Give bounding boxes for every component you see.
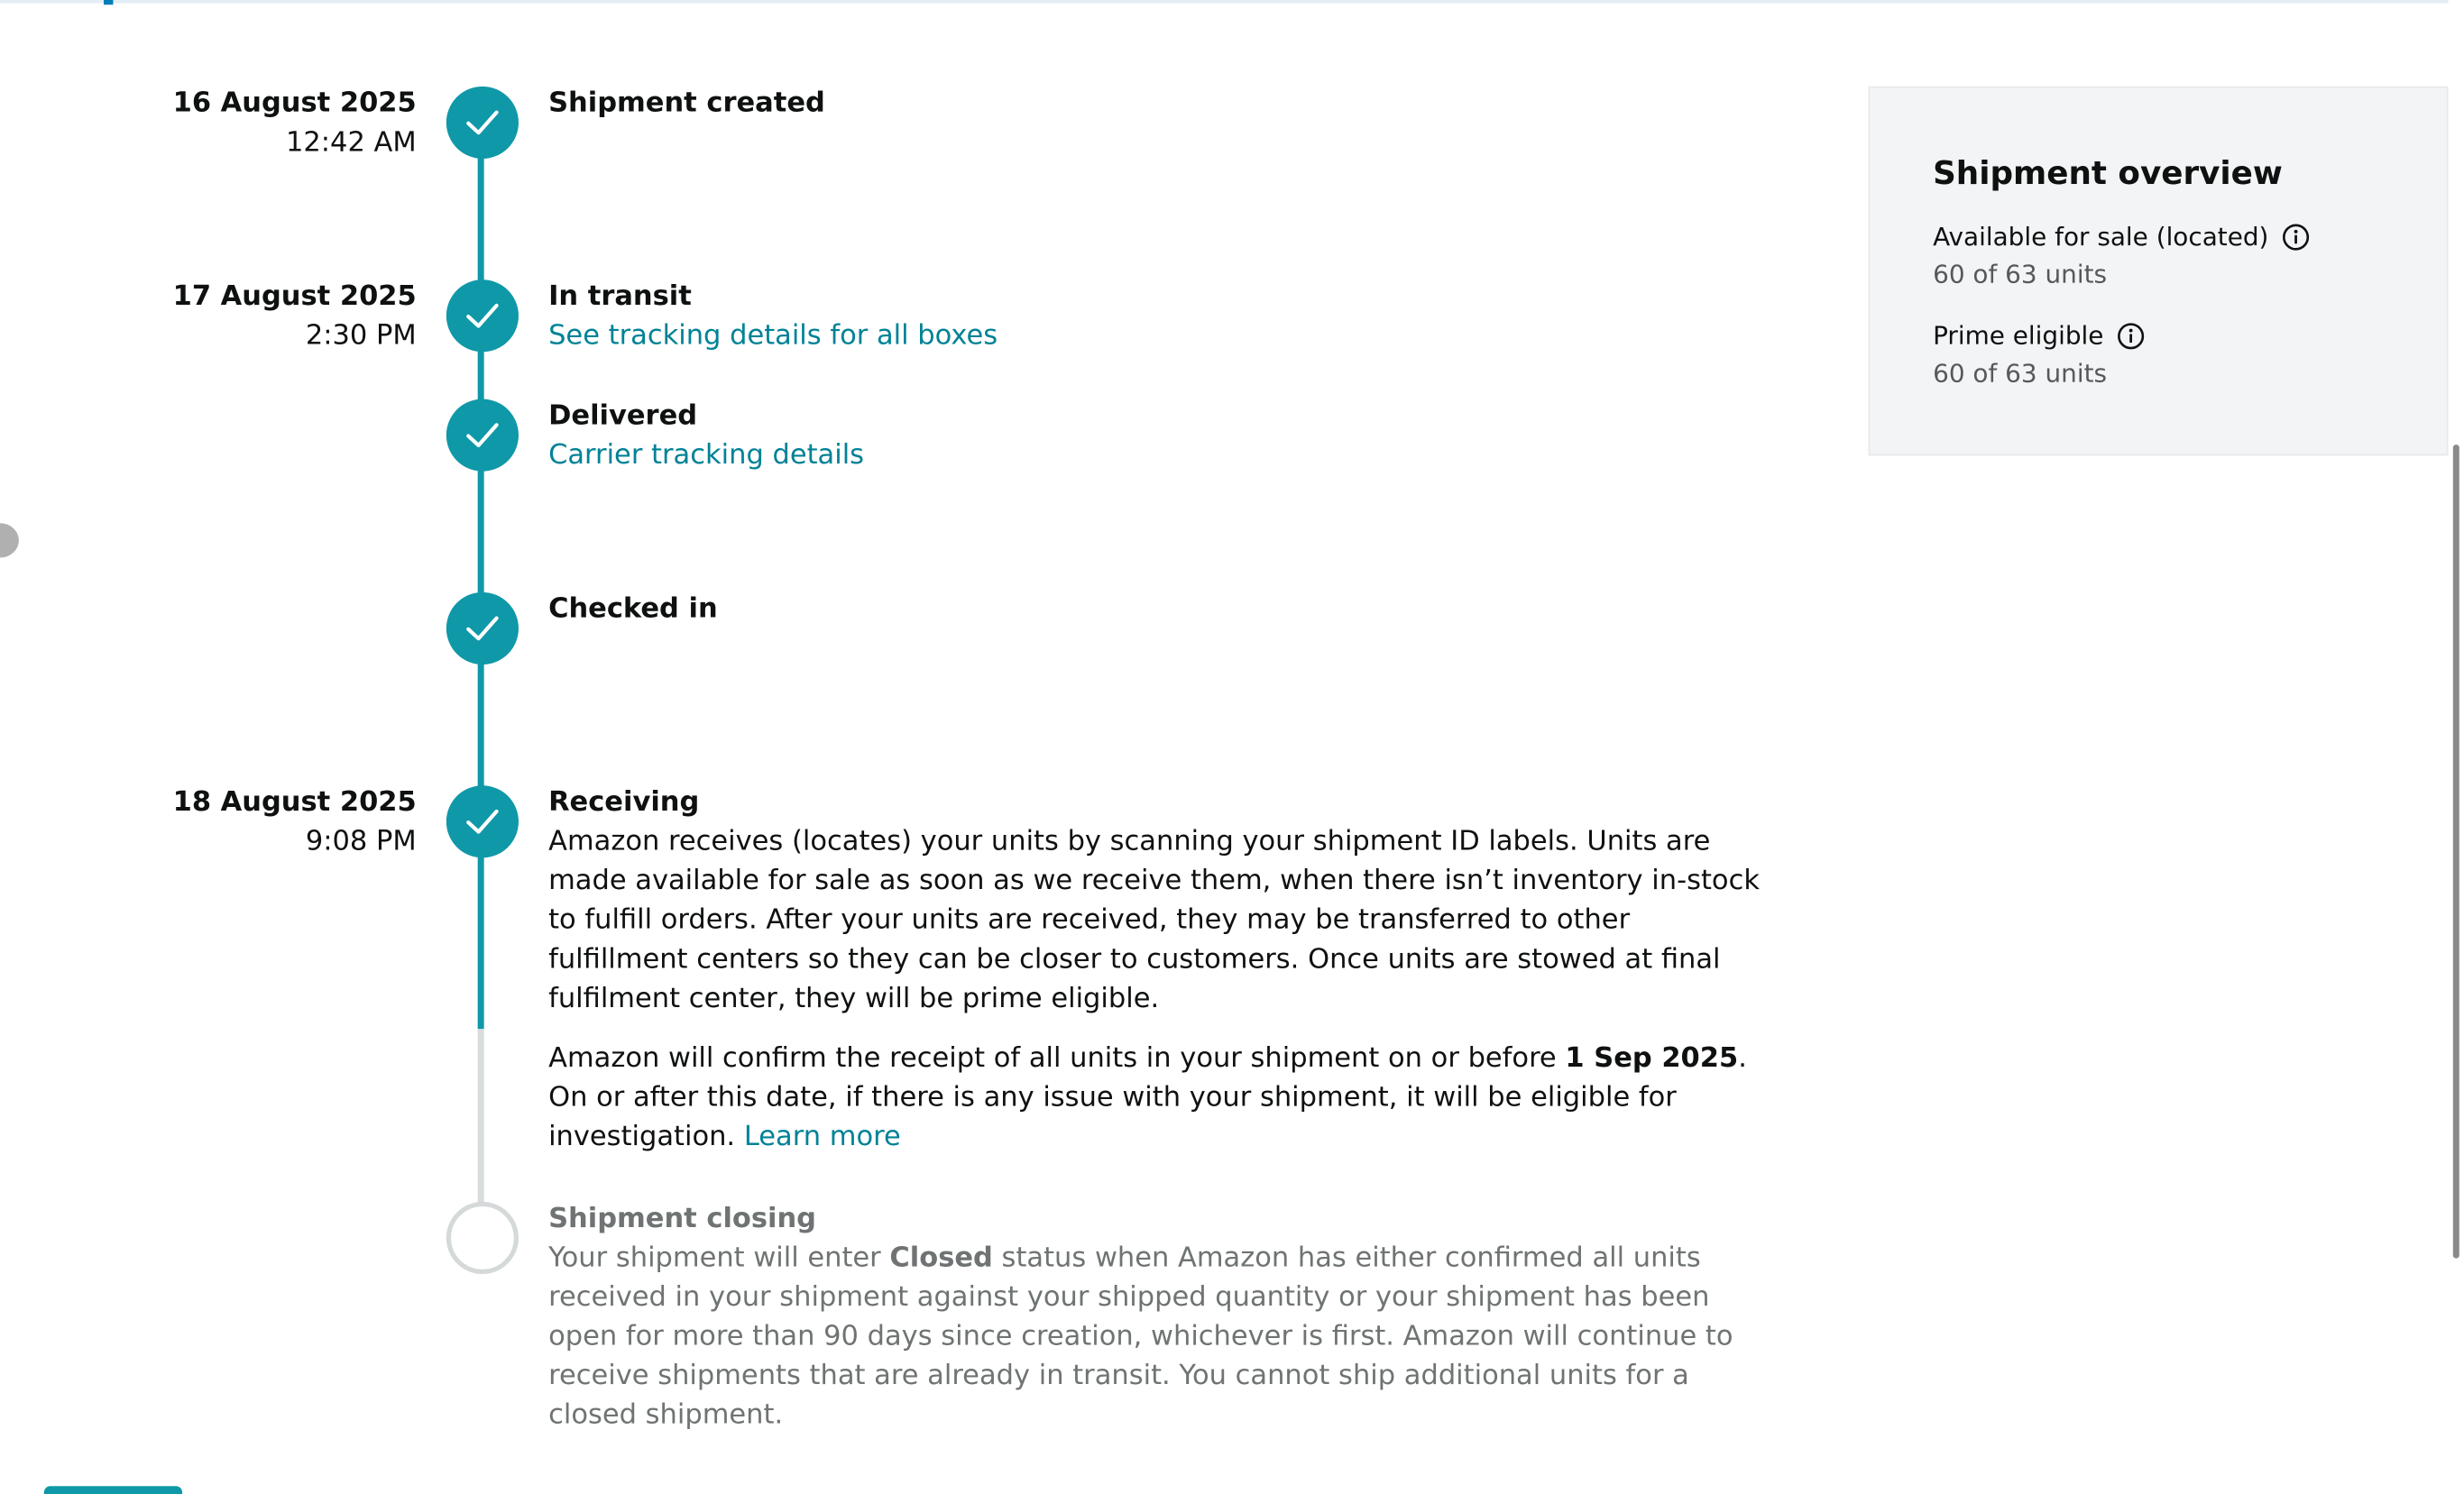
event-time: 9:08 PM [305,826,417,858]
event-created [548,85,1774,124]
event-time: 12:42 AM [285,127,417,159]
event-delivered [548,398,1774,476]
metric-label-row [1933,317,2145,353]
tracking-details-all-boxes-link[interactable]: See tracking details for all boxes [548,320,998,353]
metric-label: Prime eligible [1933,320,2104,351]
closing-text-after: status when Amazon has either confirmed all units received in your shipment against your shipped quantity or your shipment has been open for more than 90 days since creation, whichever is first. Amazon will continue to receive shipments that are already in transit. You cannot ship additional units for a closed shipment. [548,1242,1733,1432]
metric-value: 60 of 63 units [1933,358,2108,389]
check-circle-icon [446,87,519,159]
receiving-description [548,823,1774,1158]
info-icon[interactable] [2281,223,2309,251]
confirm-text-before: Amazon will confirm the receipt of all units in your shipment on or before [548,1042,1566,1075]
metric-value: 60 of 63 units [1933,259,2108,289]
confirm-deadline-date: 1 Sep 2025 [1565,1042,1739,1075]
info-icon[interactable] [2116,321,2144,349]
receipt-confirmation-note [548,1040,1774,1158]
event-created-datetime [173,85,417,163]
learn-more-link[interactable]: Learn more [743,1122,901,1153]
event-title: Shipment closing [548,1203,816,1235]
overview-title: Shipment overview [1933,153,2283,192]
event-title: Delivered [548,400,698,433]
closing-text-before: Your shipment will enter [548,1242,890,1275]
top-divider [0,0,2464,3]
check-circle-icon [446,280,519,352]
active-tab-indicator [104,0,113,5]
check-circle-icon [446,399,519,472]
metric-label-row [1933,218,2310,254]
metric-label: Available for sale (located) [1933,221,2269,252]
check-circle-icon [446,785,519,857]
confirm-text-after: . On or after this date, if there is any issue with your shipment, it will be eligible for investigation. [548,1042,1747,1153]
side-panel-handle[interactable] [0,523,19,557]
event-shipment-closing [548,1200,1774,1435]
event-in-transit [548,278,1774,356]
pending-step-circle-icon [446,1202,519,1274]
event-title: Receiving [548,786,700,819]
bottom-button-edge[interactable] [44,1486,182,1494]
event-title: Checked in [548,593,718,626]
shipment-overview-panel [1869,87,2449,455]
closed-status-term: Closed [889,1242,993,1275]
event-in-transit-datetime [173,278,417,356]
closing-description [548,1240,1774,1436]
event-date: 18 August 2025 [172,786,417,819]
metric-available-for-sale [1933,218,2310,292]
carrier-tracking-details-link[interactable]: Carrier tracking details [548,439,865,472]
check-circle-icon [446,592,519,665]
event-date: 17 August 2025 [172,280,417,313]
event-title: In transit [548,280,692,313]
receiving-explanation: Amazon receives (locates) your units by scanning your shipment ID labels. Units are made available for sale as soon as we receive them, when there isn’t inventory in-stock to fulfill orders. After your units are received, they may be transferred to other fulfillment centers so they can be closer to customers. Once units are stowed at final fulfilment center, they will be prime eligible. [548,826,1761,1015]
event-date: 16 August 2025 [172,87,417,120]
event-title: Shipment created [548,87,825,120]
event-time: 2:30 PM [305,320,417,353]
event-checked-in [548,591,1774,630]
metric-prime-eligible [1933,317,2145,391]
event-receiving-datetime [173,784,417,862]
event-receiving [548,784,1774,1158]
timeline-progress-line [478,123,484,1029]
scrollbar-thumb[interactable] [2453,445,2459,1259]
